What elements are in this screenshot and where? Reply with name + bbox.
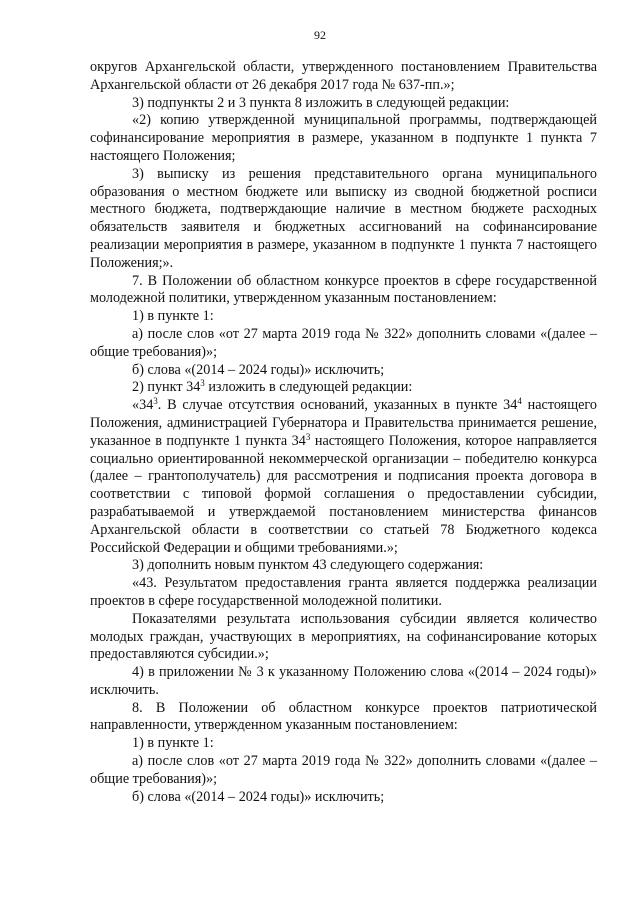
paragraph-text: 2) пункт 34: [132, 379, 201, 396]
paragraph-text: б) слова «(2014 – 2024 годы)» исключить;: [132, 361, 385, 378]
paragraph-text: 1) в пункте 1:: [132, 308, 214, 325]
paragraph: [90, 557, 597, 575]
paragraph-text: округов Архангельской области, утвержденного постановлением Правительства Архангельской области от 26 декабря 2017 года № 637-пп.»;: [90, 59, 597, 93]
paragraph: [90, 575, 597, 611]
superscript-text: 3: [153, 396, 158, 407]
paragraph-text: б) слова «(2014 – 2024 годы)» исключить;: [132, 788, 385, 805]
paragraph: [90, 112, 597, 165]
paragraph-text: 4) в приложении № 3 к указанному Положению слова «(2014 – 2024 годы)» исключить.: [90, 664, 597, 698]
paragraph-text: настоящего Положения, администрацией Губернатора и Правительства принимается решение, указанное в подпункте 1 пункта 34: [90, 397, 597, 449]
paragraph: [90, 664, 597, 700]
paragraph-text: 3) выписку из решения представительного органа муниципального образования о местном бюджете или выписку из сводной бюджетной росписи местного бюджета, подтверждающие наличие в местном бюджете расходных обязательств заявителя и бюджетных ассигнований на софинансирование реализации мероприятия в размере, указанном в подпункте 1 пункта 7 настоящего Положения;».: [90, 165, 597, 271]
paragraph-text: а) после слов «от 27 марта 2019 года № 322» дополнить словами «(далее – общие требования)»;: [90, 753, 597, 787]
paragraph: [90, 397, 597, 557]
paragraph-text: 7. В Положении об областном конкурсе проектов в сфере государственной молодежной политики, утвержденном указанным постановлением:: [90, 272, 597, 307]
paragraph-text: а) после слов «от 27 марта 2019 года № 322» дополнить словами «(далее – общие требования)»;: [90, 325, 597, 360]
paragraph-text: «43. Результатом предоставления гранта является поддержка реализации проектов в сфере государственной молодежной политики.: [90, 575, 597, 609]
paragraph: [90, 273, 597, 309]
paragraph: [90, 753, 597, 789]
page-number: 92: [314, 28, 326, 42]
paragraph-text: Показателями результата использования субсидии является количество молодых граждан, участвующих в мероприятиях, на софинансирование которых предоставляются субсидии.»;: [90, 610, 597, 663]
paragraph: [90, 166, 597, 273]
paragraph: [90, 326, 597, 362]
paragraph-text: 3) подпункты 2 и 3 пункта 8 изложить в следующей редакции:: [132, 94, 510, 111]
paragraph-text: настоящего Положения, которое направляется социально ориентированной некоммерческой организации – победителю конкурса (далее – грантополучатель) для рассмотрения и подписания проекта договора в соответствии с типовой формой соглашения о предоставлении субсидии, разрабатываемой и утверждаемой постановлением министерства финансов Архангельской области в соответствии со статьей 78 Бюджетного кодекса Российской Федерации и общими требованиями.»;: [90, 432, 597, 556]
superscript-text: 4: [517, 396, 522, 407]
paragraph-text: 1) в пункте 1:: [132, 735, 214, 752]
document-body: [90, 59, 597, 806]
paragraph-text: . В случае отсутствия оснований, указанных в пункте 34: [157, 397, 518, 414]
paragraph: [90, 611, 597, 664]
paragraph: [90, 308, 597, 326]
paragraph-text: изложить в следующей редакции:: [204, 379, 413, 396]
paragraph-text: «2) копию утвержденной муниципальной программы, подтверждающей софинансирование мероприятия в размере, указанном в подпункте 1 пункта 7 настоящего Положения;: [90, 112, 597, 164]
superscript-text: 3: [305, 431, 311, 442]
paragraph-text: 8. В Положении об областном конкурсе проектов патриотической направленности, утвержденном указанным постановлением:: [90, 699, 597, 734]
paragraph: [90, 95, 597, 113]
paragraph: [90, 362, 597, 380]
paragraph: [90, 59, 597, 95]
paragraph: [90, 379, 597, 397]
paragraph: [90, 700, 597, 736]
superscript-text: 3: [200, 378, 205, 389]
paragraph: [90, 789, 597, 807]
paragraph-text: «34: [132, 397, 154, 414]
paragraph-text: 3) дополнить новым пунктом 43 следующего содержания:: [132, 557, 484, 574]
paragraph: [90, 735, 597, 753]
